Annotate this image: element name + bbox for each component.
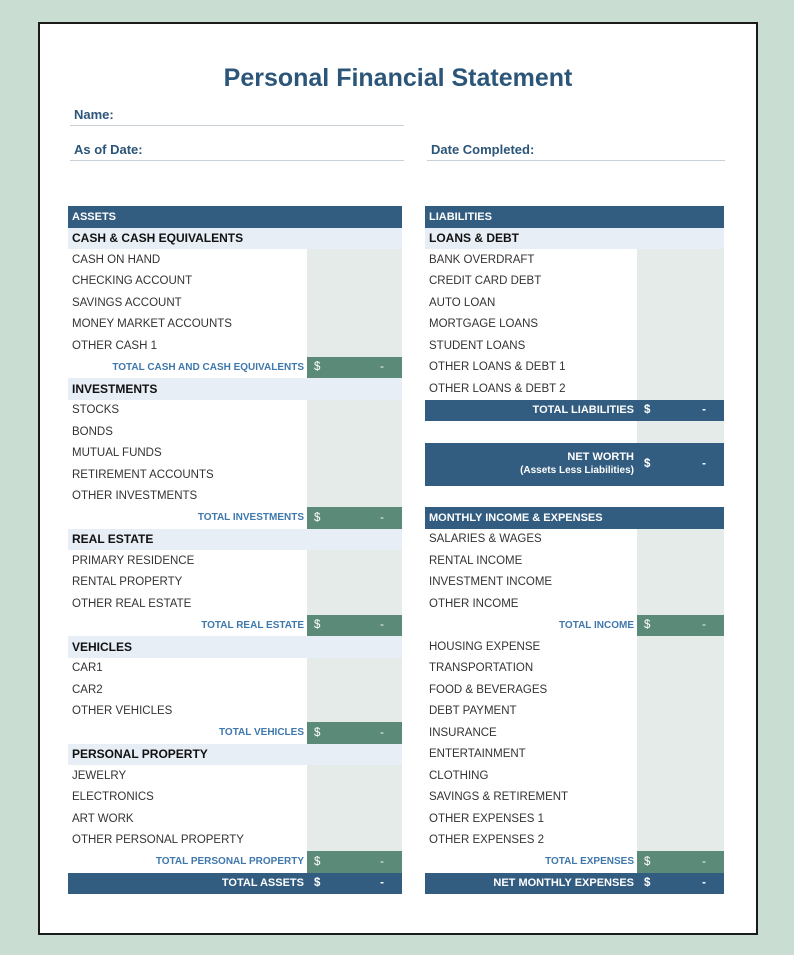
net-monthly-expenses: [425, 873, 724, 895]
asset-row-label: OTHER VEHICLES: [72, 705, 173, 718]
asset-row-label: JEWELRY: [72, 769, 127, 782]
asset-row-value[interactable]: [307, 249, 402, 271]
asset-row-label: CAR1: [72, 662, 103, 675]
net-worth-label: NET WORTH: [567, 451, 634, 463]
liability-row: [425, 378, 724, 400]
asset-row-value[interactable]: [307, 335, 402, 357]
section-header: [68, 744, 402, 766]
liabilities-header-label: LIABILITIES: [429, 210, 492, 223]
liability-row: [425, 249, 724, 271]
assets-header-label: ASSETS: [72, 210, 117, 223]
currency-symbol: $: [314, 511, 321, 524]
asset-row: [68, 314, 402, 336]
asset-row: [68, 572, 402, 594]
expense-row-value[interactable]: [637, 744, 724, 766]
asset-row-label: BONDS: [72, 425, 113, 438]
liability-row-label: MORTGAGE LOANS: [429, 318, 539, 331]
currency-symbol: $: [644, 855, 651, 868]
amount: -: [702, 458, 706, 470]
asset-row-value[interactable]: [307, 701, 402, 723]
section-header-label: INVESTMENTS: [72, 381, 158, 396]
expense-row-label: CLOTHING: [429, 769, 489, 782]
section-header: [68, 636, 402, 658]
asset-row-value[interactable]: [307, 830, 402, 852]
expense-row: [425, 701, 724, 723]
income-row-value[interactable]: [637, 572, 724, 594]
spacer: [425, 421, 724, 443]
asset-row: [68, 335, 402, 357]
liability-row: [425, 314, 724, 336]
liability-row-value[interactable]: [637, 357, 724, 379]
asset-row: [68, 271, 402, 293]
income-row-label: OTHER INCOME: [429, 597, 519, 610]
net-monthly-expenses-label: NET MONTHLY EXPENSES: [493, 877, 634, 890]
asset-row-label: OTHER CASH 1: [72, 339, 157, 352]
asset-row-label: CHECKING ACCOUNT: [72, 275, 193, 288]
section-total-value: [307, 851, 402, 873]
liabilities-income-table: [425, 206, 724, 894]
asset-row-label: OTHER REAL ESTATE: [72, 597, 192, 610]
section-total: [68, 615, 402, 637]
section-total-label: TOTAL PERSONAL PROPERTY: [155, 856, 304, 868]
statement-sheet: [38, 22, 758, 935]
section-header: [68, 228, 402, 250]
section-total: [68, 851, 402, 873]
net-worth-label: [425, 451, 637, 477]
liability-row-label: OTHER LOANS & DEBT 1: [429, 361, 566, 374]
asset-row: [68, 765, 402, 787]
asset-row: [68, 550, 402, 572]
asset-row-value[interactable]: [307, 443, 402, 465]
amount: -: [380, 877, 384, 890]
currency-symbol: $: [644, 619, 651, 632]
asset-row-label: ELECTRONICS: [72, 791, 154, 804]
asset-row: [68, 443, 402, 465]
total-assets: [68, 873, 402, 895]
expense-row: [425, 658, 724, 680]
asset-row: [68, 593, 402, 615]
asset-row-value[interactable]: [307, 593, 402, 615]
expense-row-label: OTHER EXPENSES 2: [429, 834, 545, 847]
asset-row-value[interactable]: [307, 292, 402, 314]
section-total-label: TOTAL CASH AND CASH EQUIVALENTS: [112, 361, 304, 373]
asset-row-label: RETIREMENT ACCOUNTS: [72, 468, 214, 481]
currency-symbol: $: [314, 619, 321, 632]
section-header-label: PERSONAL PROPERTY: [72, 747, 208, 762]
asset-row-label: CASH ON HAND: [72, 253, 161, 266]
asset-row-value[interactable]: [307, 808, 402, 830]
asset-row-value[interactable]: [307, 787, 402, 809]
expense-row-value[interactable]: [637, 765, 724, 787]
net-worth: [425, 443, 724, 486]
currency-symbol: $: [314, 361, 321, 374]
amount: -: [380, 511, 384, 524]
asset-row: [68, 464, 402, 486]
asset-row-value[interactable]: [307, 464, 402, 486]
asset-row-label: MUTUAL FUNDS: [72, 447, 162, 460]
expense-row-label: ENTERTAINMENT: [429, 748, 526, 761]
expense-row: [425, 830, 724, 852]
currency-symbol: $: [314, 855, 321, 868]
income-row-value[interactable]: [637, 529, 724, 551]
section-header: [68, 378, 402, 400]
total-expenses-value: [637, 851, 724, 873]
asset-row-value[interactable]: [307, 658, 402, 680]
amount: -: [702, 877, 706, 890]
asset-row-label: OTHER INVESTMENTS: [72, 490, 198, 503]
liability-row: [425, 271, 724, 293]
expense-row: [425, 787, 724, 809]
expense-row-label: INSURANCE: [429, 726, 497, 739]
liabilities-header: [425, 206, 724, 228]
asset-row-value[interactable]: [307, 679, 402, 701]
net-monthly-expenses-value: [637, 873, 724, 895]
asset-row-value[interactable]: [307, 314, 402, 336]
section-header-label: CASH & CASH EQUIVALENTS: [72, 231, 244, 246]
asset-row-label: SAVINGS ACCOUNT: [72, 296, 182, 309]
expense-row-value[interactable]: [637, 787, 724, 809]
asset-row: [68, 400, 402, 422]
asset-row-label: PRIMARY RESIDENCE: [72, 554, 195, 567]
total-income-value: [637, 615, 724, 637]
liability-row: [425, 357, 724, 379]
monthly-header: [425, 507, 724, 529]
section-total-value: [307, 722, 402, 744]
asset-row-label: RENTAL PROPERTY: [72, 576, 183, 589]
expense-row: [425, 808, 724, 830]
expense-row-label: TRANSPORTATION: [429, 662, 534, 675]
net-worth-value: [637, 443, 724, 486]
asset-row-value[interactable]: [307, 572, 402, 594]
expense-row: [425, 765, 724, 787]
liability-row-label: STUDENT LOANS: [429, 339, 526, 352]
asset-row-label: STOCKS: [72, 404, 120, 417]
expense-row-label: DEBT PAYMENT: [429, 705, 517, 718]
expense-row-value[interactable]: [637, 808, 724, 830]
expense-row-value[interactable]: [637, 679, 724, 701]
amount: -: [702, 619, 706, 632]
date-completed-field[interactable]: Date Completed:: [427, 142, 725, 161]
monthly-header-label: MONTHLY INCOME & EXPENSES: [429, 511, 603, 524]
asset-row: [68, 292, 402, 314]
expense-row-value[interactable]: [637, 636, 724, 658]
section-total-label: TOTAL INVESTMENTS: [197, 512, 304, 524]
total-expenses: [425, 851, 724, 873]
total-assets-label: TOTAL ASSETS: [221, 877, 304, 890]
section-total: [68, 507, 402, 529]
section-header: [425, 228, 724, 250]
asset-row-value[interactable]: [307, 421, 402, 443]
income-row-label: SALARIES & WAGES: [429, 533, 542, 546]
asset-row: [68, 658, 402, 680]
income-row-value[interactable]: [637, 593, 724, 615]
liability-row: [425, 335, 724, 357]
currency-symbol: $: [644, 404, 651, 417]
income-row: [425, 550, 724, 572]
liability-row-label: CREDIT CARD DEBT: [429, 275, 542, 288]
net-worth-sublabel: (Assets Less Liabilities): [520, 465, 634, 476]
asset-row: [68, 787, 402, 809]
section-total: [68, 357, 402, 379]
asset-row-label: MONEY MARKET ACCOUNTS: [72, 318, 232, 331]
asset-row: [68, 421, 402, 443]
section-total-label: TOTAL VEHICLES: [218, 727, 304, 739]
asset-row-value[interactable]: [307, 271, 402, 293]
liability-row-label: OTHER LOANS & DEBT 2: [429, 382, 566, 395]
expense-row-value[interactable]: [637, 830, 724, 852]
expense-row-value[interactable]: [637, 701, 724, 723]
asset-row: [68, 701, 402, 723]
asset-row-value[interactable]: [307, 486, 402, 508]
expense-row-label: OTHER EXPENSES 1: [429, 812, 545, 825]
expense-row-label: FOOD & BEVERAGES: [429, 683, 548, 696]
total-assets-value: [307, 873, 402, 895]
expense-row: [425, 636, 724, 658]
section-total-value: [307, 615, 402, 637]
liability-row-label: AUTO LOAN: [429, 296, 496, 309]
section-total: [68, 722, 402, 744]
section-header-label: LOANS & DEBT: [429, 231, 519, 246]
amount: -: [702, 855, 706, 868]
as-of-date-field[interactable]: As of Date:: [70, 142, 404, 161]
asset-row-label: OTHER PERSONAL PROPERTY: [72, 834, 244, 847]
amount: -: [380, 855, 384, 868]
income-row-label: RENTAL INCOME: [429, 554, 523, 567]
income-row-label: INVESTMENT INCOME: [429, 576, 553, 589]
asset-row-label: CAR2: [72, 683, 103, 696]
section-header: [68, 529, 402, 551]
expense-row-value[interactable]: [637, 722, 724, 744]
liability-row-value[interactable]: [637, 314, 724, 336]
page-title: Personal Financial Statement: [223, 64, 573, 92]
name-field[interactable]: Name:: [70, 107, 404, 126]
currency-symbol: $: [644, 458, 651, 470]
income-row: [425, 529, 724, 551]
total-liabilities: [425, 400, 724, 422]
expense-row-label: HOUSING EXPENSE: [429, 640, 541, 653]
amount: -: [380, 619, 384, 632]
expense-row: [425, 722, 724, 744]
total-liabilities-value: [637, 400, 724, 422]
section-total-value: [307, 507, 402, 529]
assets-table: [68, 206, 402, 894]
amount: -: [380, 726, 384, 739]
section-total-value: [307, 357, 402, 379]
expense-row: [425, 744, 724, 766]
asset-row-value[interactable]: [307, 550, 402, 572]
income-row-value[interactable]: [637, 550, 724, 572]
liability-row-value[interactable]: [637, 249, 724, 271]
spacer-value: [637, 421, 724, 443]
expense-row: [425, 679, 724, 701]
expense-row-value[interactable]: [637, 658, 724, 680]
total-expenses-label: TOTAL EXPENSES: [545, 856, 634, 868]
liability-row-value[interactable]: [637, 378, 724, 400]
currency-symbol: $: [644, 877, 651, 890]
asset-row-label: ART WORK: [72, 812, 134, 825]
asset-row: [68, 830, 402, 852]
total-income-label: TOTAL INCOME: [559, 619, 634, 631]
asset-row: [68, 808, 402, 830]
asset-row: [68, 249, 402, 271]
assets-header: [68, 206, 402, 228]
currency-symbol: $: [314, 877, 321, 890]
amount: -: [702, 404, 706, 417]
liability-row-label: BANK OVERDRAFT: [429, 253, 535, 266]
asset-row: [68, 486, 402, 508]
section-header-label: VEHICLES: [72, 639, 133, 654]
asset-row-value[interactable]: [307, 765, 402, 787]
asset-row: [68, 679, 402, 701]
currency-symbol: $: [314, 726, 321, 739]
section-total-label: TOTAL REAL ESTATE: [201, 619, 304, 631]
expense-row-label: SAVINGS & RETIREMENT: [429, 791, 569, 804]
liability-row-value[interactable]: [637, 292, 724, 314]
income-row: [425, 572, 724, 594]
total-liabilities-label: TOTAL LIABILITIES: [532, 404, 634, 417]
total-income: [425, 615, 724, 637]
amount: -: [380, 361, 384, 374]
asset-row-value[interactable]: [307, 400, 402, 422]
liability-row: [425, 292, 724, 314]
liability-row-value[interactable]: [637, 271, 724, 293]
liability-row-value[interactable]: [637, 335, 724, 357]
section-header-label: REAL ESTATE: [72, 532, 154, 547]
income-row: [425, 593, 724, 615]
